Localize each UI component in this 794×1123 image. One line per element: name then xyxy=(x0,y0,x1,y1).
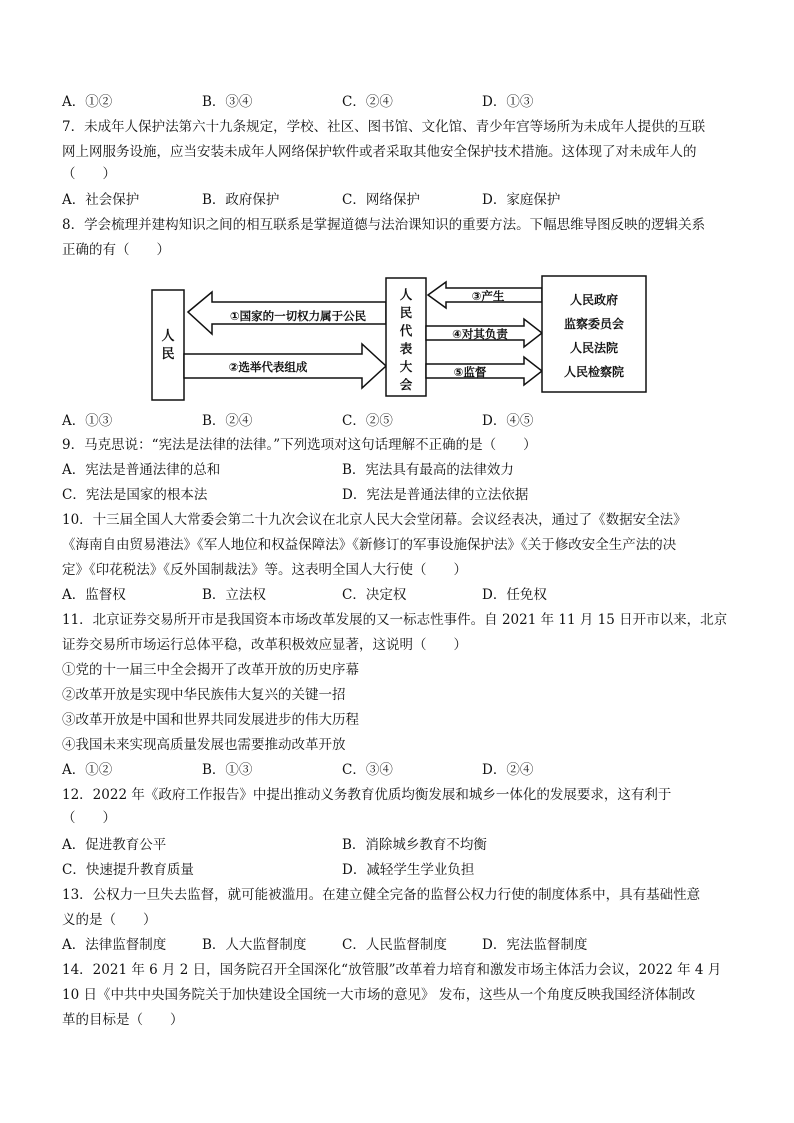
arrow-produce-label: ③产生 xyxy=(471,289,505,303)
people-box-char-1: 人 xyxy=(161,329,175,344)
mind-map-diagram xyxy=(150,270,650,405)
q9-option-c: C．宪法是国家的根本法 xyxy=(62,487,208,503)
npc-box-char-4: 表 xyxy=(399,341,413,356)
q14-stem-line-1: 14．2021 年 6 月 2 日，国务院召开全国深化“放管服”改革着力培育和激发市场主体活力会议，2022 年 4 月 xyxy=(62,962,722,978)
q10-option-c: C．决定权 xyxy=(342,587,407,603)
npc-box-char-5: 大 xyxy=(399,359,413,374)
q12-option-b: B．消除城乡教育不均衡 xyxy=(342,837,487,853)
q14-stem-line-2: 10 日《中共中央国务院关于加快建设全国统一大市场的意见》 发布，这些从一个角度反映我国经济体制改 xyxy=(62,987,696,1003)
npc-box-char-3: 代 xyxy=(399,323,413,338)
q11-statement-3: ③改革开放是中国和世界共同发展进步的伟大历程 xyxy=(62,712,359,728)
q7-option-c: C．网络保护 xyxy=(342,192,420,208)
arrow-elect-representatives-label: ②选举代表组成 xyxy=(228,360,308,374)
arrow-responsible-label: ④对其负责 xyxy=(452,327,508,341)
q14-stem-line-3: 革的目标是（ ） xyxy=(62,1012,184,1028)
q11-statement-1: ①党的十一届三中全会揭开了改革开放的历史序幕 xyxy=(62,662,359,678)
q11-option-c: C．③④ xyxy=(342,762,393,778)
q8-option-c: C．②⑤ xyxy=(342,413,393,429)
q9-option-b: B．宪法具有最高的法律效力 xyxy=(342,462,514,478)
q10-stem-line-1: 10．十三届全国人大常委会第二十九次会议在北京人民大会堂闭幕。会议经表决，通过了《数据安全法》 xyxy=(62,512,687,528)
q11-stem-line-1: 11．北京证券交易所开市是我国资本市场改革发展的又一标志性事件。自 2021 年 11 月 15 日开市以来，北京 xyxy=(62,612,728,628)
q9-option-a: A．宪法是普通法律的总和 xyxy=(62,462,221,478)
q12-stem-line-2: （ ） xyxy=(62,810,116,826)
q11-option-b: B．①③ xyxy=(202,762,253,778)
q12-option-a: A．促进教育公平 xyxy=(62,837,167,853)
q8-stem-line-2: 正确的有（ ） xyxy=(62,242,170,258)
q13-option-c: C．人民监督制度 xyxy=(342,937,447,953)
state-organ-supervisory: 监察委员会 xyxy=(563,317,625,331)
npc-box-char-6: 会 xyxy=(399,377,413,392)
q13-option-b: B．人大监督制度 xyxy=(202,937,307,953)
q7-option-d: D．家庭保护 xyxy=(482,192,561,208)
q6-option-d: D．①③ xyxy=(482,94,534,110)
q12-option-d: D．减轻学生学业负担 xyxy=(342,862,475,878)
q11-option-a: A．①② xyxy=(62,762,113,778)
q12-stem-line-1: 12．2022 年《政府工作报告》中提出推动义务教育优质均衡发展和城乡一体化的发展要求，这有利于 xyxy=(62,787,672,803)
q8-option-d: D．④⑤ xyxy=(482,413,534,429)
q10-stem-line-2: 《海南自由贸易港法》《军人地位和权益保障法》《新修订的军事设施保护法》《关于修改安全生产法的决 xyxy=(62,537,677,553)
q13-option-d: D．宪法监督制度 xyxy=(482,937,588,953)
arrow-supervise-label: ⑤监督 xyxy=(453,365,487,379)
q6-option-a: A．①② xyxy=(62,94,113,110)
q10-option-d: D．任免权 xyxy=(482,587,547,603)
q7-stem-line-3: （ ） xyxy=(62,166,116,182)
q13-stem-line-1: 13．公权力一旦失去监督，就可能被滥用。在建立健全完备的监督公权力行使的制度体系中，具有基础性意 xyxy=(62,887,701,903)
q11-statement-4: ④我国未来实现高质量发展也需要推动改革开放 xyxy=(62,737,346,753)
q8-option-a: A．①③ xyxy=(62,413,113,429)
q7-option-a: A．社会保护 xyxy=(62,192,140,208)
q11-option-d: D．②④ xyxy=(482,762,534,778)
q10-stem-line-3: 定》《印花税法》《反外国制裁法》等。这表明全国人大行使（ ） xyxy=(62,562,467,578)
people-box xyxy=(152,290,184,400)
npc-box-char-1: 人 xyxy=(399,287,413,302)
npc-box-char-2: 民 xyxy=(399,305,413,320)
q6-option-c: C．②④ xyxy=(342,94,393,110)
q6-option-b: B．③④ xyxy=(202,94,253,110)
q11-stem-line-2: 证券交易所市场运行总体平稳，改革积极效应显著，这说明（ ） xyxy=(62,637,467,653)
q11-statement-2: ②改革开放是实现中华民族伟大复兴的关键一招 xyxy=(62,687,346,703)
q9-option-d: D．宪法是普通法律的立法依据 xyxy=(342,487,529,503)
q9-stem-line-1: 9．马克思说：“宪法是法律的法律。”下列选项对这句话理解不正确的是（ ） xyxy=(62,437,537,453)
q7-stem-line-2: 网上网服务设施，应当安装未成年人网络保护软件或者采取其他安全保护技术措施。这体现了对未成年人的 xyxy=(62,144,697,160)
state-organ-government: 人民政府 xyxy=(569,293,619,307)
state-organ-court: 人民法院 xyxy=(569,341,619,355)
q7-stem-line-1: 7．未成年人保护法第六十九条规定，学校、社区、图书馆、文化馆、青少年宫等场所为未成年人提供的互联 xyxy=(62,119,706,135)
arrow-power-belongs-label: ①国家的一切权力属于公民 xyxy=(229,309,367,323)
q10-option-a: A．监督权 xyxy=(62,587,126,603)
q13-option-a: A．法律监督制度 xyxy=(62,937,167,953)
state-organ-procuratorate: 人民检察院 xyxy=(563,365,625,379)
q13-stem-line-2: 义的是（ ） xyxy=(62,912,157,928)
q12-option-c: C．快速提升教育质量 xyxy=(62,862,194,878)
q8-stem-line-1: 8．学会梳理并建构知识之间的相互联系是掌握道德与法治课知识的重要方法。下幅思维导图反映的逻辑关系 xyxy=(62,217,706,233)
q10-option-b: B．立法权 xyxy=(202,587,266,603)
people-box-char-2: 民 xyxy=(161,347,175,362)
q8-option-b: B．②④ xyxy=(202,413,253,429)
q7-option-b: B．政府保护 xyxy=(202,192,280,208)
